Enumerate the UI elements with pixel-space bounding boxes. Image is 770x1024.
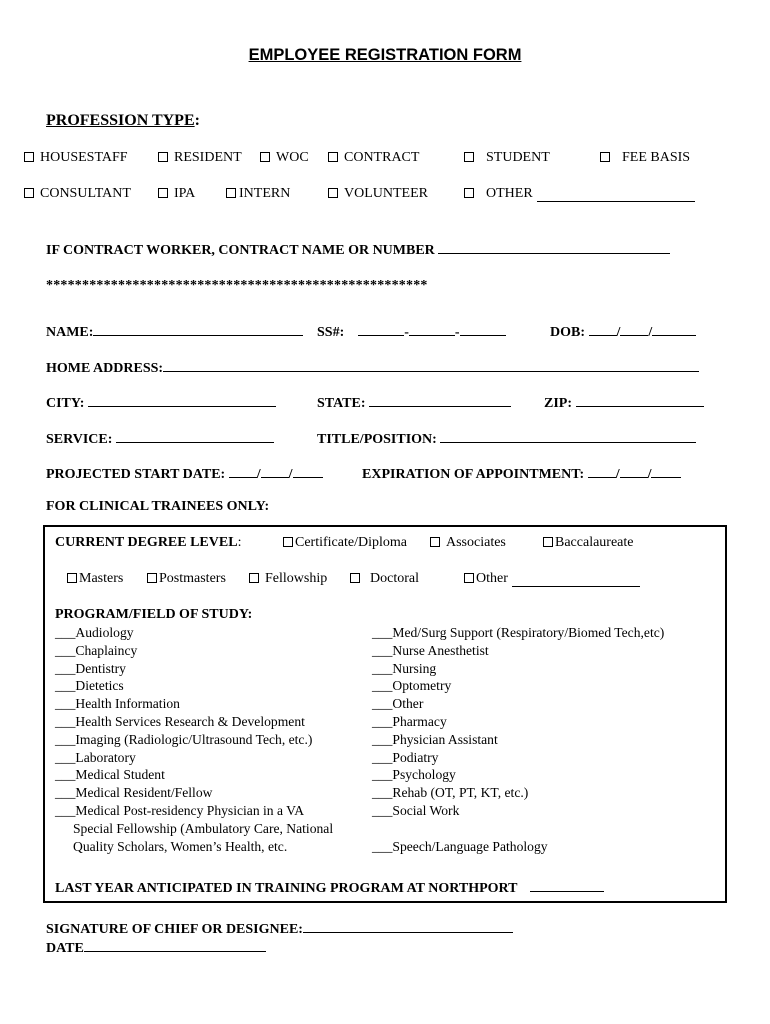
program-blank[interactable]: ___ [372, 678, 393, 694]
contract-label: IF CONTRACT WORKER, CONTRACT NAME OR NUMBER [46, 243, 435, 258]
last-year-row [55, 877, 604, 897]
checkbox-icon[interactable] [283, 537, 293, 547]
expiration-row [362, 463, 681, 483]
option-label: RESIDENT [174, 150, 242, 165]
slash: / [648, 325, 653, 340]
profession-type-colon: : [194, 112, 200, 129]
city-label: CITY: [46, 396, 85, 411]
program-item[interactable] [372, 749, 664, 767]
other-profession-input[interactable] [537, 187, 695, 202]
program-blank[interactable]: ___ [55, 785, 76, 801]
program-label: Social Work [392, 802, 460, 818]
option-label: IPA [174, 186, 196, 201]
option-label: Fellowship [265, 571, 328, 586]
program-blank[interactable]: ___ [372, 625, 393, 640]
program-item[interactable] [55, 749, 333, 767]
program-label: Audiology [75, 625, 134, 640]
checkbox-icon[interactable] [147, 573, 157, 583]
home-address-label: HOME ADDRESS: [46, 361, 164, 376]
checkbox-icon[interactable] [328, 188, 338, 198]
program-item[interactable] [372, 695, 664, 713]
program-item[interactable] [372, 766, 664, 784]
program-blank[interactable]: ___ [55, 642, 76, 658]
program-item[interactable] [55, 642, 333, 660]
option-label: INTERN [239, 186, 291, 201]
contract-row [46, 239, 670, 259]
checkbox-housestaff[interactable] [24, 150, 128, 166]
option-label: Certificate/Diploma [295, 535, 407, 550]
slash: / [288, 467, 293, 482]
checkbox-icon[interactable] [543, 537, 553, 547]
program-blank[interactable]: ___ [372, 802, 393, 818]
checkbox-icon[interactable] [249, 573, 259, 583]
program-label: Dentistry [75, 660, 126, 676]
checkbox-icon[interactable] [158, 188, 168, 198]
program-item[interactable] [55, 695, 333, 713]
name-row [46, 321, 303, 341]
program-label: Nursing [392, 660, 437, 676]
program-list-right [372, 624, 664, 855]
program-blank[interactable]: ___ [55, 625, 76, 640]
program-item[interactable] [55, 713, 333, 731]
program-blank[interactable]: ___ [372, 642, 393, 658]
option-label: VOLUNTEER [344, 186, 428, 201]
program-item[interactable] [55, 731, 333, 749]
option-label: Baccalaureate [555, 535, 634, 550]
program-item[interactable] [372, 642, 664, 660]
checkbox-masters[interactable] [67, 571, 123, 587]
ss-part3-input[interactable] [460, 321, 506, 336]
name-label: NAME: [46, 325, 94, 340]
option-label: Associates [446, 535, 506, 550]
option-label: HOUSESTAFF [40, 150, 128, 165]
dob-label: DOB: [550, 325, 585, 340]
slash: / [647, 467, 652, 482]
projected-start-row [46, 463, 323, 483]
program-blank[interactable]: ___ [55, 696, 76, 712]
program-item[interactable] [55, 802, 333, 820]
start-year-input[interactable] [293, 463, 323, 478]
program-blank[interactable]: ___ [372, 731, 393, 747]
state-input[interactable] [369, 392, 511, 407]
program-label: Health Services Research & Development [75, 713, 305, 729]
date-input[interactable] [84, 937, 266, 952]
clinical-trainees-label: FOR CLINICAL TRAINEES ONLY: [46, 499, 270, 514]
service-input[interactable] [116, 428, 274, 443]
slash: / [615, 467, 620, 482]
program-label: Medical Post-residency Physician in a VA [75, 802, 305, 818]
program-item[interactable] [372, 784, 664, 802]
option-label: WOC [276, 150, 309, 165]
state-row [317, 392, 511, 412]
service-row [46, 428, 274, 448]
program-blank[interactable]: ___ [55, 749, 76, 765]
option-label: Other [476, 571, 508, 586]
program-blank[interactable]: ___ [372, 696, 393, 712]
program-label: Optometry [392, 678, 452, 694]
checkbox-icon[interactable] [464, 152, 474, 162]
program-blank[interactable]: ___ [372, 660, 393, 676]
signature-row [46, 918, 513, 938]
option-label: CONSULTANT [40, 186, 131, 201]
checkbox-icon[interactable] [24, 152, 34, 162]
program-label: Pharmacy [392, 713, 447, 729]
checkbox-icon[interactable] [328, 152, 338, 162]
projected-start-label: PROJECTED START DATE: [46, 467, 226, 482]
option-label: Masters [79, 571, 124, 586]
program-label: Medical Resident/Fellow [75, 785, 213, 801]
program-item[interactable] [55, 766, 333, 784]
program-label: Rehab (OT, PT, KT, etc.) [392, 785, 529, 801]
checkbox-student[interactable] [464, 150, 550, 166]
separator-stars: ***************************************************** [46, 278, 428, 293]
expiration-label: EXPIRATION OF APPOINTMENT: [362, 467, 585, 482]
slash: / [616, 325, 621, 340]
program-item[interactable] [372, 660, 664, 678]
slash: / [256, 467, 261, 482]
program-blank[interactable]: ___ [55, 767, 76, 783]
checkbox-icon[interactable] [226, 188, 236, 198]
dob-year-input[interactable] [652, 321, 696, 336]
title-position-label: TITLE/POSITION: [317, 432, 437, 447]
signature-label: SIGNATURE OF CHIEF OR DESIGNEE: [46, 922, 303, 937]
profession-type-label: PROFESSION TYPE [46, 112, 195, 129]
checkbox-icon[interactable] [600, 152, 610, 162]
option-label: STUDENT [486, 150, 550, 165]
contract-name-input[interactable] [438, 239, 670, 254]
program-item-continuation: Quality Scholars, Women’s Health, etc. [73, 838, 288, 854]
option-label: FEE BASIS [622, 150, 691, 165]
checkbox-other[interactable] [464, 186, 695, 202]
title-position-row [317, 428, 696, 448]
program-blank[interactable]: ___ [372, 838, 393, 854]
program-blank[interactable]: ___ [55, 731, 76, 747]
option-label: Doctoral [370, 571, 419, 586]
program-label: Laboratory [75, 749, 136, 765]
checkbox-intern[interactable] [226, 186, 290, 202]
option-label: OTHER [486, 186, 533, 201]
ss-dash: - [454, 325, 460, 340]
home-address-row [46, 357, 699, 377]
program-list-left [55, 624, 333, 855]
checkbox-icon[interactable] [260, 152, 270, 162]
program-blank[interactable]: ___ [55, 802, 76, 818]
program-label: Health Information [75, 696, 180, 712]
state-label: STATE: [317, 396, 366, 411]
ss-row [317, 321, 506, 341]
checkbox-ipa[interactable] [158, 186, 195, 202]
service-label: SERVICE: [46, 432, 113, 447]
program-blank[interactable]: ___ [372, 749, 393, 765]
exp-day-input[interactable] [620, 463, 648, 478]
checkbox-resident[interactable] [158, 150, 242, 166]
program-blank[interactable]: ___ [55, 678, 76, 694]
other-degree-input[interactable] [512, 572, 640, 587]
city-input[interactable] [88, 392, 276, 407]
checkbox-doctoral[interactable] [350, 571, 419, 587]
ss-part2-input[interactable] [409, 321, 455, 336]
home-address-input[interactable] [163, 357, 699, 372]
checkbox-woc[interactable] [260, 150, 309, 166]
checkbox-postmasters[interactable] [147, 571, 226, 587]
program-label: Chaplaincy [75, 642, 138, 658]
checkbox-certificate-diploma[interactable] [283, 535, 407, 551]
program-label: Speech/Language Pathology [392, 838, 548, 854]
degree-level-heading [55, 535, 241, 551]
checkbox-fee-basis[interactable] [600, 150, 690, 166]
program-item[interactable] [372, 677, 664, 695]
dob-day-input[interactable] [620, 321, 648, 336]
program-blank[interactable]: ___ [55, 660, 76, 676]
program-label: Med/Surg Support (Respiratory/Biomed Tech,etc) [392, 625, 665, 640]
program-label: Physician Assistant [392, 731, 498, 747]
exp-month-input[interactable] [588, 463, 616, 478]
last-year-label: LAST YEAR ANTICIPATED IN TRAINING PROGRAM AT NORTHPORT [55, 881, 518, 896]
option-label: Postmasters [159, 571, 226, 586]
checkbox-icon[interactable] [67, 573, 77, 583]
checkbox-icon[interactable] [350, 573, 360, 583]
profession-type-heading [46, 112, 200, 130]
program-label: Other [392, 696, 424, 712]
checkbox-icon[interactable] [464, 188, 474, 198]
signature-input[interactable] [303, 918, 513, 933]
program-item[interactable] [55, 660, 333, 678]
checkbox-volunteer[interactable] [328, 186, 428, 202]
program-item[interactable] [372, 713, 664, 731]
form-title: EMPLOYEE REGISTRATION FORM [248, 46, 522, 64]
last-year-input[interactable] [530, 877, 604, 892]
checkbox-baccalaureate[interactable] [543, 535, 634, 551]
program-blank[interactable]: ___ [372, 713, 393, 729]
ss-label: SS#: [317, 325, 345, 340]
program-item[interactable] [372, 731, 664, 749]
ss-dash: - [404, 325, 409, 340]
option-label: CONTRACT [344, 150, 420, 165]
date-row [46, 937, 266, 957]
exp-year-input[interactable] [651, 463, 681, 478]
program-item[interactable] [55, 677, 333, 695]
program-label: Medical Student [75, 767, 165, 783]
zip-row [544, 392, 704, 412]
checkbox-consultant[interactable] [24, 186, 131, 202]
dob-row [550, 321, 696, 341]
checkbox-icon[interactable] [464, 573, 474, 583]
dob-month-input[interactable] [589, 321, 617, 336]
program-blank[interactable]: ___ [55, 713, 76, 729]
degree-level-label: CURRENT DEGREE LEVEL [55, 535, 238, 550]
start-day-input[interactable] [261, 463, 289, 478]
program-item-continuation: Special Fellowship (Ambulatory Care, National [73, 820, 334, 836]
checkbox-associates[interactable] [430, 535, 506, 551]
zip-label: ZIP: [544, 396, 572, 411]
program-blank[interactable]: ___ [372, 767, 393, 783]
program-label: Podiatry [392, 749, 439, 765]
program-item[interactable] [55, 784, 333, 802]
checkbox-fellowship[interactable] [249, 571, 327, 587]
checkbox-contract[interactable] [328, 150, 419, 166]
program-label: Imaging (Radiologic/Ultrasound Tech, etc.) [75, 731, 313, 747]
program-item[interactable] [55, 624, 333, 642]
program-label: Nurse Anesthetist [392, 642, 489, 658]
program-label: Dietetics [75, 678, 124, 694]
checkbox-other-degree[interactable] [464, 571, 640, 587]
checkbox-icon[interactable] [430, 537, 440, 547]
program-field-label: PROGRAM/FIELD OF STUDY: [55, 607, 253, 622]
program-item[interactable] [372, 624, 664, 642]
ss-part1-input[interactable] [358, 321, 404, 336]
program-label: Psychology [392, 767, 456, 783]
city-row [46, 392, 276, 412]
zip-input[interactable] [576, 392, 704, 407]
program-item[interactable] [372, 838, 664, 856]
date-label: DATE [46, 941, 84, 956]
name-input[interactable] [93, 321, 303, 336]
title-position-input[interactable] [440, 428, 696, 443]
program-blank[interactable]: ___ [372, 785, 393, 801]
program-item[interactable] [372, 802, 664, 820]
start-month-input[interactable] [229, 463, 257, 478]
degree-level-colon: : [237, 535, 242, 550]
checkbox-icon[interactable] [158, 152, 168, 162]
checkbox-icon[interactable] [24, 188, 34, 198]
